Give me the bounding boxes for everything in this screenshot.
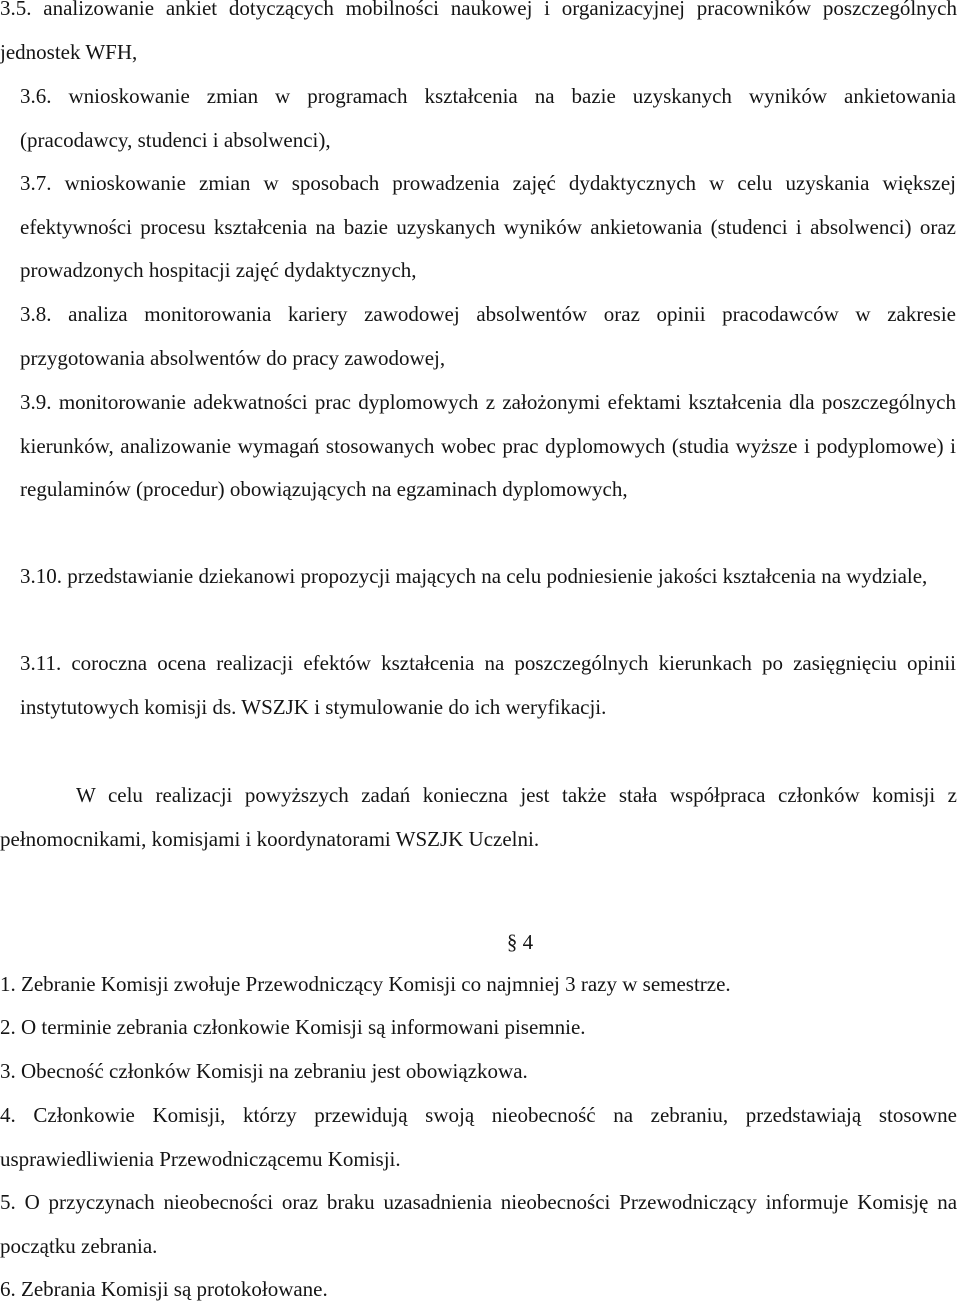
task-number: 3.10. <box>20 564 62 588</box>
rule-text: O przyczynach nieobecności oraz braku uzasadnienia nieobecności Przewodniczący informuje Komisję na początku zebrania. <box>0 1190 958 1258</box>
task-text: coroczna ocena realizacji efektów kształcenia na poszczególnych kierunkach po zasięgnięciu opinii instytutowych komisji ds. WSZJK i stymulowanie do ich weryfikacji. <box>20 651 957 719</box>
rule-number: 3. <box>0 1059 16 1083</box>
rule-number: 2. <box>0 1015 16 1039</box>
rule-number: 1. <box>0 972 16 996</box>
section-heading: § 4 <box>506 930 534 954</box>
task-text: wnioskowanie zmian w sposobach prowadzenia zajęć dydaktycznych w celu uzyskania większej efektywności procesu kształcenia na bazie uzyskanych wyników ankietowania (studenci i absolwenci) oraz prowadzonych hospitacji zajęć dydaktycznych, <box>20 171 957 283</box>
task-number: 3.11. <box>20 651 62 675</box>
rule-text: Obecność członków Komisji na zebraniu jest obowiązkowa. <box>21 1059 528 1083</box>
task-number: 3.7. <box>20 171 52 195</box>
rule-text: Członkowie Komisji, którzy przewidują swoją nieobecność na zebraniu, przedstawiają stosowne usprawiedliwienia Przewodniczącemu Komisji. <box>0 1103 957 1171</box>
rule-text: Zebranie Komisji zwołuje Przewodniczący Komisji co najmniej 3 razy w semestrze. <box>21 972 731 996</box>
rule-number: 5. <box>0 1190 16 1214</box>
cooperation-paragraph: W celu realizacji powyższych zadań konieczna jest także stała współpraca członków komisji z pełnomocnikami, komisjami i koordynatorami WSZJK Uczelni. <box>0 783 957 851</box>
task-number: 3.8. <box>20 302 52 326</box>
rule-item-5 <box>0 1181 957 1268</box>
task-item-3-6 <box>20 75 956 162</box>
task-text: przedstawianie dziekanowi propozycji mających na celu podniesienie jakości kształcenia na wydziale, <box>67 564 928 588</box>
rule-item-4 <box>0 1094 957 1181</box>
rule-item-3 <box>0 1050 957 1094</box>
rule-item-6 <box>0 1268 957 1312</box>
task-item-3-9 <box>20 381 956 512</box>
task-number: 3.9. <box>20 390 52 414</box>
task-text: monitorowanie adekwatności prac dyplomowych z założonymi efektami kształcenia dla poszczególnych kierunków, analizowanie wymagań stosowanych wobec prac dyplomowych (studia wyższe i podyplomowe) i regulaminów (procedur) obowiązujących na egzaminach dyplomowych, <box>20 390 957 502</box>
rule-text: Zebrania Komisji są protokołowane. <box>21 1277 328 1301</box>
task-number: 3.5. <box>0 0 32 20</box>
task-text: analiza monitorowania kariery zawodowej absolwentów oraz opinii pracodawców w zakresie przygotowania absolwentów do pracy zawodowej, <box>20 302 956 370</box>
task-text: analizowanie ankiet dotyczących mobilności naukowej i organizacyjnej pracowników poszczególnych jednostek WFH, <box>0 0 957 64</box>
task-item-3-8 <box>20 293 956 380</box>
task-item-3-7 <box>20 162 956 293</box>
rule-item-2 <box>0 1006 957 1050</box>
task-text: wnioskowanie zmian w programach kształcenia na bazie uzyskanych wyników ankietowania (pracodawcy, studenci i absolwenci), <box>20 84 956 152</box>
rule-item-1 <box>0 963 957 1007</box>
task-item-3-11 <box>20 642 956 729</box>
rule-number: 4. <box>0 1103 16 1127</box>
task-number: 3.6. <box>20 84 52 108</box>
rule-text: O terminie zebrania członkowie Komisji są informowani pisemnie. <box>21 1015 586 1039</box>
task-item-3-10 <box>20 555 956 599</box>
rule-number: 6. <box>0 1277 16 1301</box>
task-item-3-5 <box>0 0 957 74</box>
